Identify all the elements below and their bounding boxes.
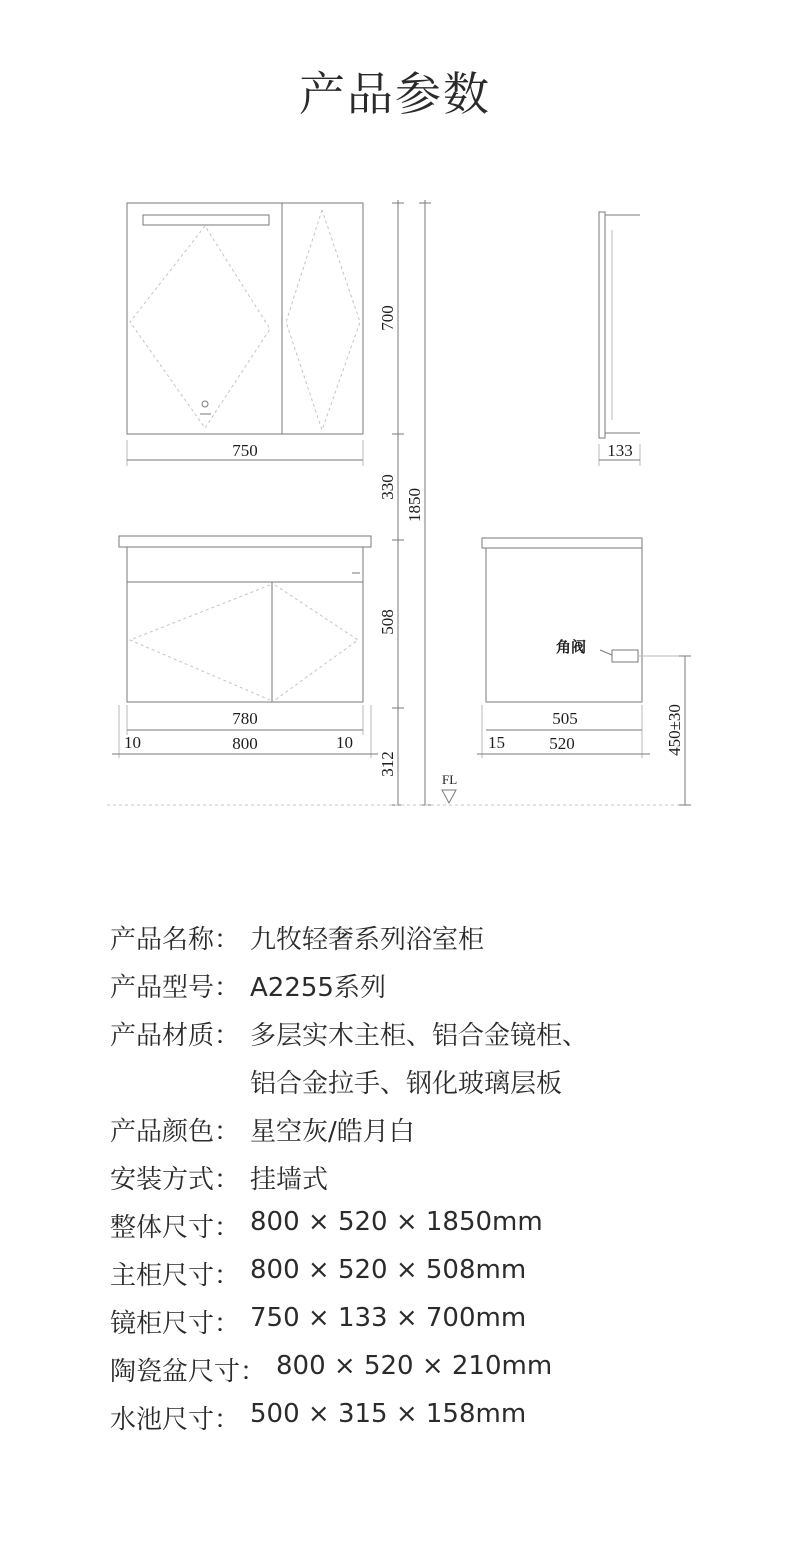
dim-floor-clear: 312 <box>378 751 397 777</box>
dim-mirror-depth: 133 <box>607 441 633 460</box>
mirror-cabinet-side <box>599 212 640 438</box>
dim-mirror-width: 750 <box>232 441 258 460</box>
valve-label: 角阀 <box>556 638 587 656</box>
dim-valve-height: 450±30 <box>665 704 684 756</box>
vanity-cabinet-side <box>482 538 685 702</box>
spec-row: 产品型号： A2255系列 <box>110 973 386 1003</box>
dim-cabinet-height: 508 <box>378 609 397 635</box>
spec-row: 主柜尺寸： 800 × 520 × 508mm <box>110 1255 527 1291</box>
dim-gap: 330 <box>378 474 397 500</box>
dim-mirror-height: 700 <box>378 305 397 331</box>
dim-total-height: 1850 <box>405 488 424 522</box>
spec-row: 陶瓷盆尺寸： 800 × 520 × 210mm <box>110 1351 553 1387</box>
dim-side-depth: 505 <box>552 709 578 728</box>
mirror-cabinet-front <box>127 203 363 434</box>
spec-row: 镜柜尺寸： 750 × 133 × 700mm <box>110 1303 527 1339</box>
dim-side-left: 10 <box>124 733 141 752</box>
spec-row: 产品名称： 九牧轻奢系列浴室柜 <box>110 925 485 955</box>
dim-cabinet-inner: 780 <box>232 709 258 728</box>
spec-row: 产品颜色： 星空灰/皓月白 <box>110 1117 415 1147</box>
page-title: 产品参数 <box>299 67 491 121</box>
dim-cabinet-width: 800 <box>232 734 258 753</box>
dim-side-right: 10 <box>336 733 353 752</box>
spec-row: 水池尺寸： 500 × 315 × 158mm <box>110 1399 527 1435</box>
spec-row: 产品材质： 多层实木主柜、铝合金镜柜、 <box>110 1021 589 1051</box>
spec-row: 安装方式： 挂墙式 <box>110 1165 329 1195</box>
dim-side-offset: 15 <box>488 733 505 752</box>
spec-row: 整体尺寸： 800 × 520 × 1850mm <box>110 1207 543 1243</box>
dim-side-total: 520 <box>549 734 575 753</box>
vanity-cabinet-front <box>119 536 371 702</box>
floor-mark: FL <box>442 772 458 787</box>
